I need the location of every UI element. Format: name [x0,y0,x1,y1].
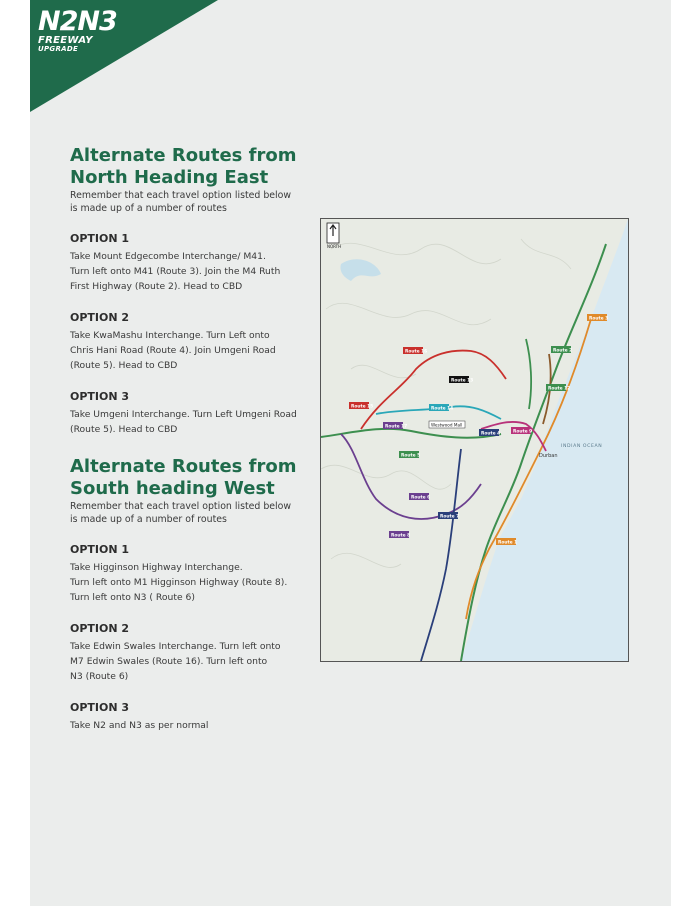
section2-lead-line1: Remember that each travel option listed below [70,501,292,512]
route-red-line [361,351,506,429]
route-label: Route 14 [431,406,454,412]
s1-option1-line: Turn left onto M41 (Route 3). Join the M4 Ruth [70,266,281,277]
section1-title-line1: Alternate Routes from [70,145,297,166]
section2-title [70,456,310,500]
logo-upgrade-text: UPGRADE [38,45,79,53]
route-map-svg [321,219,628,661]
section1-lead [70,190,310,215]
s2-option1-line: Take Higginson Highway Interchange. [70,562,243,573]
s1-option1-text [70,249,310,294]
s2-option2-line: M7 Edwin Swales (Route 16). Turn left onto [70,656,268,667]
north-label: NORTH [327,244,342,249]
westwood-mall-label: Westwood Mall [431,422,463,428]
route-label: Route 7 [440,514,460,520]
s2-option2-line: Take Edwin Swales Interchange. Turn left onto [70,641,281,652]
routes-content [70,145,310,733]
route-purple-line [341,434,481,519]
route-label: Route 8 [391,533,411,539]
logo-freeway-text: FREEWAY [38,35,93,46]
s1-option1-line: Take Mount Edgecombe Interchange/ M41. [70,251,266,262]
section2-title-line2: South heading West [70,478,275,499]
section1-lead-line1: Remember that each travel option listed below [70,190,292,201]
durban-label: Durban [539,453,558,459]
s2-option2-line: N3 (Route 6) [70,671,129,682]
route-label: Route 2 [553,348,573,354]
route-label: Route 12 [548,386,571,392]
section1-title-line2: North Heading East [70,167,269,188]
s2-option2-title: OPTION 2 [70,622,130,635]
section1-lead-line2: is made up of a number of routes [70,202,227,214]
section2-lead-line2: is made up of a number of routes [70,513,227,525]
route-label: Route 5 [401,453,421,459]
s1-option1-title: OPTION 1 [70,232,130,245]
map-dam [340,259,381,281]
route-label: Route 3 [589,316,609,322]
route-label: Route 1 [498,540,518,546]
s1-option2-line: (Route 5). Head to CBD [70,360,178,371]
s1-option3-line: Take Umgeni Interchange. Turn Left Umgeni Road [70,409,297,420]
route-label: Route 17 [385,424,408,430]
s2-option3-text [70,718,310,733]
route-label: Route 9 [513,429,533,435]
section2-title-line1: Alternate Routes from [70,456,297,477]
s2-option1-line: Turn left onto N3 ( Route 6) [70,592,195,603]
route-label: Route 6 [411,495,431,501]
section-south-west [70,456,310,733]
indian-ocean-label: INDIAN OCEAN [561,444,603,449]
north-arrow [327,223,339,243]
section2-lead [70,501,310,526]
route-label: Route 4 [481,431,501,437]
route-label: Route 15 [351,404,374,410]
route-navy-line [421,449,461,661]
s1-option2-title: OPTION 2 [70,311,130,324]
route-label: Route 16 [405,349,428,355]
s1-option1-line: First Highway (Route 2). Head to CBD [70,281,243,292]
freeway-n3 [321,429,501,438]
logo-main-text: N2N3 [38,6,117,37]
n2n3-logo [38,8,117,53]
route-map [320,218,629,662]
s2-option1-title: OPTION 1 [70,543,130,556]
s2-option1-line: Turn left onto M1 Higginson Highway (Route 8). [70,577,288,588]
s1-option3-line: (Route 5). Head to CBD [70,424,178,435]
s2-option1-text [70,560,310,605]
section1-title [70,145,310,189]
s1-option2-line: Chris Hani Road (Route 4). Join Umgeni Road [70,345,276,356]
s1-option3-text [70,407,310,437]
route-label: Route 13 [451,378,474,384]
s1-option2-text [70,328,310,373]
s2-option2-text [70,639,310,684]
route-green2-line [526,339,531,409]
s1-option2-line: Take KwaMashu Interchange. Turn Left onto [70,330,270,341]
section-north-east [70,145,310,437]
s1-option3-title: OPTION 3 [70,390,130,403]
s2-option3-line: Take N2 and N3 as per normal [70,720,209,731]
s2-option3-title: OPTION 3 [70,701,130,714]
